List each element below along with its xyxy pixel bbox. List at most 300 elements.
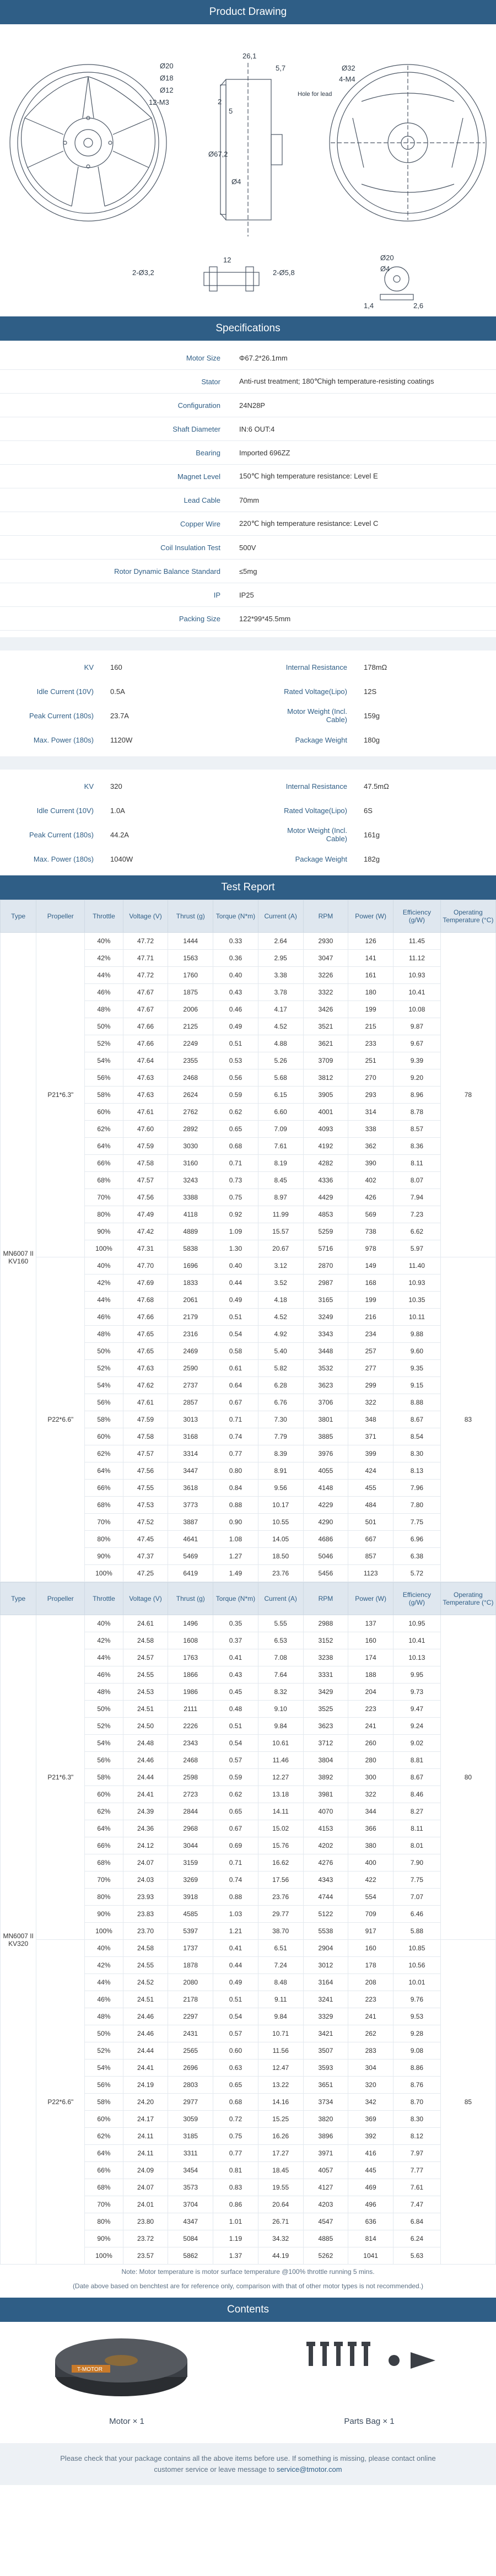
- table-cell: 60%: [85, 1428, 123, 1445]
- footer: Please check that your package contains all the above items before use. If something is missing, please contact online customer service or leave message to service@tmotor.com: [0, 2443, 496, 2485]
- table-cell: 100%: [85, 2247, 123, 2265]
- table-header: Type: [1, 900, 36, 933]
- table-cell: 23.76: [258, 1889, 303, 1906]
- table-cell: 251: [348, 1052, 393, 1069]
- table-cell: 2080: [168, 1974, 213, 1991]
- contents-illustration: [0, 2322, 496, 2443]
- table-cell: 270: [348, 1069, 393, 1087]
- table-cell: 24.03: [123, 1872, 168, 1889]
- table-cell: 46%: [85, 1309, 123, 1326]
- table-cell: 4641: [168, 1531, 213, 1548]
- table-cell: 24.58: [123, 1632, 168, 1649]
- table-cell: 9.28: [393, 2025, 440, 2042]
- table-cell: 469: [348, 2179, 393, 2196]
- table-cell: 15.57: [258, 1223, 303, 1240]
- table-cell: 0.64: [213, 1377, 258, 1394]
- table-cell: 554: [348, 1889, 393, 1906]
- table-cell: 4276: [303, 1854, 348, 1872]
- table-cell: 5538: [303, 1923, 348, 1940]
- table-cell: 422: [348, 1872, 393, 1889]
- kv-cell: Idle Current (10V): [36, 687, 94, 696]
- table-cell: 371: [348, 1428, 393, 1445]
- table-cell: 47.70: [123, 1257, 168, 1274]
- table-cell: 2.64: [258, 933, 303, 950]
- table-cell: 38.70: [258, 1923, 303, 1940]
- table-cell: 0.69: [213, 1837, 258, 1854]
- table-cell: 667: [348, 1531, 393, 1548]
- table-cell: 42%: [85, 1274, 123, 1292]
- spec-value: ≤5mg: [239, 567, 257, 576]
- table-cell: 23.93: [123, 1889, 168, 1906]
- dim-w12: 12: [223, 256, 231, 264]
- table-cell: 9.73: [393, 1684, 440, 1701]
- contents-panel: [0, 2322, 496, 2443]
- note-line1: Note: Motor temperature is motor surface temperature @100% throttle running 5 mins.: [121, 2268, 375, 2276]
- table-cell: 50%: [85, 1343, 123, 1360]
- table-cell: 8.96: [393, 1087, 440, 1104]
- kv-cell: 178mΩ: [364, 663, 387, 671]
- table-cell: 3152: [303, 1632, 348, 1649]
- table-cell: 4686: [303, 1531, 348, 1548]
- table-cell: 8.81: [393, 1752, 440, 1769]
- table-cell: 2844: [168, 1803, 213, 1820]
- table-header: Thrust (g): [168, 1583, 213, 1615]
- table-cell: 2179: [168, 1309, 213, 1326]
- spec-value: IN:6 OUT:4: [239, 424, 275, 433]
- table-cell: 137: [348, 1615, 393, 1632]
- table-cell: 1737: [168, 1940, 213, 1957]
- table-cell: 4055: [303, 1462, 348, 1480]
- kv-cell: 160: [110, 663, 122, 671]
- table-cell: 10.93: [393, 967, 440, 984]
- table-cell: 4429: [303, 1189, 348, 1206]
- table-cell: 48%: [85, 1326, 123, 1343]
- table-cell: 277: [348, 1360, 393, 1377]
- table-cell: 40%: [85, 1615, 123, 1632]
- table-cell: 40%: [85, 933, 123, 950]
- kv-row: [0, 774, 496, 798]
- table-cell: 199: [348, 1292, 393, 1309]
- table-cell: 1.01: [213, 2213, 258, 2230]
- table-cell: 216: [348, 1309, 393, 1326]
- table-header: Voltage (V): [123, 1583, 168, 1615]
- technical-drawing: [0, 24, 496, 316]
- table-cell: 0.45: [213, 1684, 258, 1701]
- kv-cell: 320: [110, 782, 122, 790]
- table-header: Current (A): [258, 1583, 303, 1615]
- table-cell: 1866: [168, 1666, 213, 1684]
- table-cell: 4093: [303, 1121, 348, 1138]
- table-cell: 188: [348, 1666, 393, 1684]
- table-cell: 47.67: [123, 984, 168, 1001]
- table-cell: 293: [348, 1087, 393, 1104]
- table-cell: 161: [348, 967, 393, 984]
- table-cell: 5838: [168, 1240, 213, 1257]
- table-cell: 23.76: [258, 1565, 303, 1582]
- section-divider: [0, 637, 496, 650]
- kv-cell: Rated Voltage(Lipo): [284, 687, 347, 696]
- table-cell: 978: [348, 1240, 393, 1257]
- table-cell: 17.56: [258, 1872, 303, 1889]
- table-cell: 0.51: [213, 1309, 258, 1326]
- table-cell: 47.59: [123, 1411, 168, 1428]
- spec-row: [0, 583, 496, 607]
- table-cell: 738: [348, 1223, 393, 1240]
- table-cell: 62%: [85, 2128, 123, 2145]
- table-header: Type: [1, 1583, 36, 1615]
- table-cell: 47.61: [123, 1104, 168, 1121]
- support-email-link[interactable]: service@tmotor.com: [276, 2465, 342, 2473]
- table-cell: 0.84: [213, 1480, 258, 1497]
- table-cell: 2343: [168, 1735, 213, 1752]
- motor-image: [55, 2338, 187, 2396]
- table-cell: 68%: [85, 2179, 123, 2196]
- table-cell: 100%: [85, 1240, 123, 1257]
- table-cell: 60%: [85, 2111, 123, 2128]
- dim-d58: 2-Ø5,8: [273, 268, 295, 277]
- table-cell: 6.24: [393, 2230, 440, 2247]
- table-cell: 6.46: [393, 1906, 440, 1923]
- table-cell: 399: [348, 1445, 393, 1462]
- table-cell: 8.91: [258, 1462, 303, 1480]
- table-cell: 0.62: [213, 1104, 258, 1121]
- table-cell: 7.07: [393, 1889, 440, 1906]
- propeller: P21*6.3": [36, 1615, 85, 1940]
- section-header-specs: Specifications: [0, 316, 496, 341]
- table-cell: 47.58: [123, 1428, 168, 1445]
- kv-cell: Rated Voltage(Lipo): [284, 806, 347, 815]
- table-cell: 1608: [168, 1632, 213, 1649]
- table-cell: 8.70: [393, 2094, 440, 2111]
- table-cell: 141: [348, 950, 393, 967]
- spec-value: 122*99*45.5mm: [239, 614, 291, 623]
- table-cell: 8.57: [393, 1121, 440, 1138]
- table-cell: 9.20: [393, 1069, 440, 1087]
- table-header: RPM: [303, 900, 348, 933]
- operating-temp: 83: [440, 1257, 495, 1582]
- table-cell: 3448: [303, 1343, 348, 1360]
- table-cell: 2723: [168, 1786, 213, 1803]
- table-cell: 8.54: [393, 1428, 440, 1445]
- table-cell: 3013: [168, 1411, 213, 1428]
- spec-key: Lead Cable: [184, 496, 220, 504]
- table-cell: 0.40: [213, 967, 258, 984]
- kv-row: [0, 728, 496, 752]
- table-cell: 47.66: [123, 1035, 168, 1052]
- kv-cell: Package Weight: [295, 735, 347, 744]
- spec-row: [0, 512, 496, 536]
- table-cell: 1.09: [213, 1223, 258, 1240]
- dim-h5: 5: [229, 107, 233, 115]
- table-cell: 8.30: [393, 1445, 440, 1462]
- dim-d32: Ø32: [342, 64, 355, 72]
- table-cell: 2468: [168, 1752, 213, 1769]
- table-cell: 392: [348, 2128, 393, 2145]
- dim-d4b: Ø4: [380, 265, 390, 273]
- table-cell: 10.41: [393, 1632, 440, 1649]
- table-cell: 2762: [168, 1104, 213, 1121]
- table-cell: 17.27: [258, 2145, 303, 2162]
- table-cell: 0.68: [213, 1138, 258, 1155]
- spec-row: [0, 346, 496, 370]
- table-row: [1, 1257, 496, 1274]
- table-cell: 40%: [85, 1257, 123, 1274]
- table-cell: 58%: [85, 1769, 123, 1786]
- dim-w57: 5,7: [276, 64, 286, 72]
- table-cell: 8.13: [393, 1462, 440, 1480]
- table-cell: 178: [348, 1957, 393, 1974]
- propeller: P22*6.6": [36, 1257, 85, 1582]
- table-cell: 4057: [303, 2162, 348, 2179]
- table-cell: 569: [348, 1206, 393, 1223]
- table-cell: 24.12: [123, 1837, 168, 1854]
- table-cell: 11.46: [258, 1752, 303, 1769]
- table-cell: 1875: [168, 984, 213, 1001]
- table-cell: 0.44: [213, 1274, 258, 1292]
- table-cell: 5084: [168, 2230, 213, 2247]
- kv-cell: KV: [84, 782, 94, 790]
- table-cell: 5.72: [393, 1565, 440, 1582]
- table-cell: 7.30: [258, 1411, 303, 1428]
- note-line2: (Date above based on benchtest are for reference only, comparison with that of other motor types is not recommended.): [72, 2282, 424, 2290]
- table-cell: 0.88: [213, 1497, 258, 1514]
- table-cell: 24.61: [123, 1615, 168, 1632]
- table-cell: 8.39: [258, 1445, 303, 1462]
- table-cell: 24.46: [123, 1752, 168, 1769]
- kv-row: [0, 822, 496, 847]
- table-cell: 20.64: [258, 2196, 303, 2213]
- table-cell: 23.72: [123, 2230, 168, 2247]
- table-cell: 9.08: [393, 2042, 440, 2059]
- table-cell: 1563: [168, 950, 213, 967]
- table-cell: 7.96: [393, 1480, 440, 1497]
- table-cell: 501: [348, 1514, 393, 1531]
- table-cell: 9.60: [393, 1343, 440, 1360]
- table-cell: 0.49: [213, 1292, 258, 1309]
- table-cell: 24.53: [123, 1684, 168, 1701]
- table-cell: 70%: [85, 1514, 123, 1531]
- table-cell: 7.79: [258, 1428, 303, 1445]
- table-cell: 2598: [168, 1769, 213, 1786]
- table-cell: 10.01: [393, 1974, 440, 1991]
- table-cell: 0.83: [213, 2179, 258, 2196]
- table-cell: 2892: [168, 1121, 213, 1138]
- table-cell: 5.40: [258, 1343, 303, 1360]
- table-cell: 3269: [168, 1872, 213, 1889]
- table-cell: 47.66: [123, 1309, 168, 1326]
- table-cell: 6.62: [393, 1223, 440, 1240]
- table-cell: 24.41: [123, 1786, 168, 1803]
- table-cell: 8.11: [393, 1820, 440, 1837]
- table-cell: 6.84: [393, 2213, 440, 2230]
- table-cell: 66%: [85, 1837, 123, 1854]
- table-cell: 47.66: [123, 1018, 168, 1035]
- spec-key: Packing Size: [179, 614, 220, 623]
- section-header-contents: Contents: [0, 2298, 496, 2322]
- table-header: Efficiency (g/W): [393, 900, 440, 933]
- table-row: [1, 933, 496, 950]
- table-cell: 9.76: [393, 1991, 440, 2008]
- table-cell: 0.71: [213, 1854, 258, 1872]
- table-cell: 56%: [85, 1394, 123, 1411]
- table-header: RPM: [303, 1583, 348, 1615]
- parts-label: Parts Bag × 1: [344, 2417, 395, 2426]
- table-cell: 5397: [168, 1923, 213, 1940]
- table-cell: 208: [348, 1974, 393, 1991]
- spec-value: 70mm: [239, 496, 260, 504]
- table-cell: 4343: [303, 1872, 348, 1889]
- operating-temp: 80: [440, 1615, 495, 1940]
- section-header-test: Test Report: [0, 875, 496, 900]
- table-cell: 4336: [303, 1172, 348, 1189]
- table-cell: 44%: [85, 967, 123, 984]
- table-cell: 15.76: [258, 1837, 303, 1854]
- table-cell: 369: [348, 2111, 393, 2128]
- table-cell: 9.47: [393, 1701, 440, 1718]
- table-cell: 5.97: [393, 1240, 440, 1257]
- table-cell: 0.73: [213, 1172, 258, 1189]
- table-cell: 24.51: [123, 1991, 168, 2008]
- kv-cell: 44.2A: [110, 830, 129, 839]
- table-cell: 8.30: [393, 2111, 440, 2128]
- table-cell: 24.07: [123, 1854, 168, 1872]
- table-cell: 47.63: [123, 1087, 168, 1104]
- table-cell: 0.67: [213, 1820, 258, 1837]
- spec-value: 220℃ high temperature resistance: Level C: [239, 519, 379, 528]
- table-cell: 5.68: [258, 1069, 303, 1087]
- table-cell: 7.08: [258, 1649, 303, 1666]
- table-cell: 23.70: [123, 1923, 168, 1940]
- table-cell: 2590: [168, 1360, 213, 1377]
- table-cell: 15.25: [258, 2111, 303, 2128]
- table-cell: 3.52: [258, 1274, 303, 1292]
- dim-d18: Ø18: [160, 74, 174, 82]
- table-cell: 10.35: [393, 1292, 440, 1309]
- table-cell: 9.56: [258, 1480, 303, 1497]
- table-cell: 9.15: [393, 1377, 440, 1394]
- table-cell: 90%: [85, 1906, 123, 1923]
- table-cell: 0.80: [213, 1462, 258, 1480]
- table-cell: 1696: [168, 1257, 213, 1274]
- table-cell: 484: [348, 1497, 393, 1514]
- table-cell: 0.74: [213, 1872, 258, 1889]
- spec-value: 24N28P: [239, 401, 265, 410]
- table-cell: 366: [348, 1820, 393, 1837]
- table-cell: 2468: [168, 1069, 213, 1087]
- table-cell: 3044: [168, 1837, 213, 1854]
- table-cell: 2431: [168, 2025, 213, 2042]
- motor-type: MN6007 II KV160: [1, 933, 36, 1582]
- table-cell: 11.12: [393, 950, 440, 967]
- table-cell: 2316: [168, 1326, 213, 1343]
- table-cell: 3801: [303, 1411, 348, 1428]
- table-cell: 14.05: [258, 1531, 303, 1548]
- table-cell: 0.63: [213, 2059, 258, 2077]
- table-cell: 3311: [168, 2145, 213, 2162]
- table-cell: 4203: [303, 2196, 348, 2213]
- table-cell: 7.75: [393, 1514, 440, 1531]
- table-cell: 455: [348, 1480, 393, 1497]
- table-cell: 66%: [85, 2162, 123, 2179]
- table-cell: 3.78: [258, 984, 303, 1001]
- table-cell: 6.76: [258, 1394, 303, 1411]
- table-cell: 6.96: [393, 1531, 440, 1548]
- table-cell: 234: [348, 1326, 393, 1343]
- spec-row: [0, 560, 496, 583]
- table-cell: 24.58: [123, 1940, 168, 1957]
- kv-cell: 12S: [364, 687, 377, 696]
- table-cell: 2355: [168, 1052, 213, 1069]
- table-cell: 149: [348, 1257, 393, 1274]
- table-cell: 7.75: [393, 1872, 440, 1889]
- table-cell: 215: [348, 1018, 393, 1035]
- table-cell: 34.32: [258, 2230, 303, 2247]
- table-cell: 10.71: [258, 2025, 303, 2042]
- table-cell: 241: [348, 2008, 393, 2025]
- spec-key: Motor Size: [186, 353, 220, 362]
- table-cell: 2061: [168, 1292, 213, 1309]
- table-cell: 8.12: [393, 2128, 440, 2145]
- kv-cell: 161g: [364, 830, 380, 839]
- spec-key: Stator: [201, 377, 220, 386]
- table-cell: 1986: [168, 1684, 213, 1701]
- spec-row: [0, 417, 496, 441]
- kv-row: [0, 703, 496, 728]
- spec-row: [0, 441, 496, 465]
- table-cell: 3532: [303, 1360, 348, 1377]
- kv-cell: Package Weight: [295, 854, 347, 863]
- kv-cell: 1040W: [110, 854, 133, 863]
- dim-h2: 2: [218, 98, 222, 106]
- table-cell: 47.63: [123, 1069, 168, 1087]
- table-cell: 4229: [303, 1497, 348, 1514]
- table-cell: 8.01: [393, 1837, 440, 1854]
- table-cell: 40%: [85, 1940, 123, 1957]
- table-cell: 322: [348, 1786, 393, 1803]
- table-cell: 9.53: [393, 2008, 440, 2025]
- table-cell: 4001: [303, 1104, 348, 1121]
- table-cell: 7.09: [258, 1121, 303, 1138]
- table-cell: 48%: [85, 1684, 123, 1701]
- table-cell: 4.18: [258, 1292, 303, 1309]
- table-cell: 3976: [303, 1445, 348, 1462]
- section-header-drawing: Product Drawing: [0, 0, 496, 24]
- table-cell: 24.46: [123, 2008, 168, 2025]
- table-cell: 180: [348, 984, 393, 1001]
- table-cell: 54%: [85, 1735, 123, 1752]
- table-cell: 0.75: [213, 1189, 258, 1206]
- table-cell: 3618: [168, 1480, 213, 1497]
- table-cell: 0.81: [213, 2162, 258, 2179]
- table-cell: 20.67: [258, 1240, 303, 1257]
- table-cell: 4585: [168, 1906, 213, 1923]
- spec-row: [0, 465, 496, 488]
- table-cell: 24.36: [123, 1820, 168, 1837]
- table-cell: 0.43: [213, 1666, 258, 1684]
- table-cell: 4853: [303, 1206, 348, 1223]
- kv-row: [0, 847, 496, 871]
- spec-row: [0, 536, 496, 560]
- table-header: Throttle: [85, 900, 123, 933]
- table-cell: 47.49: [123, 1206, 168, 1223]
- table-row: [1, 1615, 496, 1632]
- table-cell: 58%: [85, 1411, 123, 1428]
- table-cell: 11.99: [258, 1206, 303, 1223]
- table-cell: 6.53: [258, 1632, 303, 1649]
- table-cell: 100%: [85, 1565, 123, 1582]
- dim-d32b: 2-Ø3,2: [132, 268, 154, 277]
- spec-key: Copper Wire: [180, 519, 220, 528]
